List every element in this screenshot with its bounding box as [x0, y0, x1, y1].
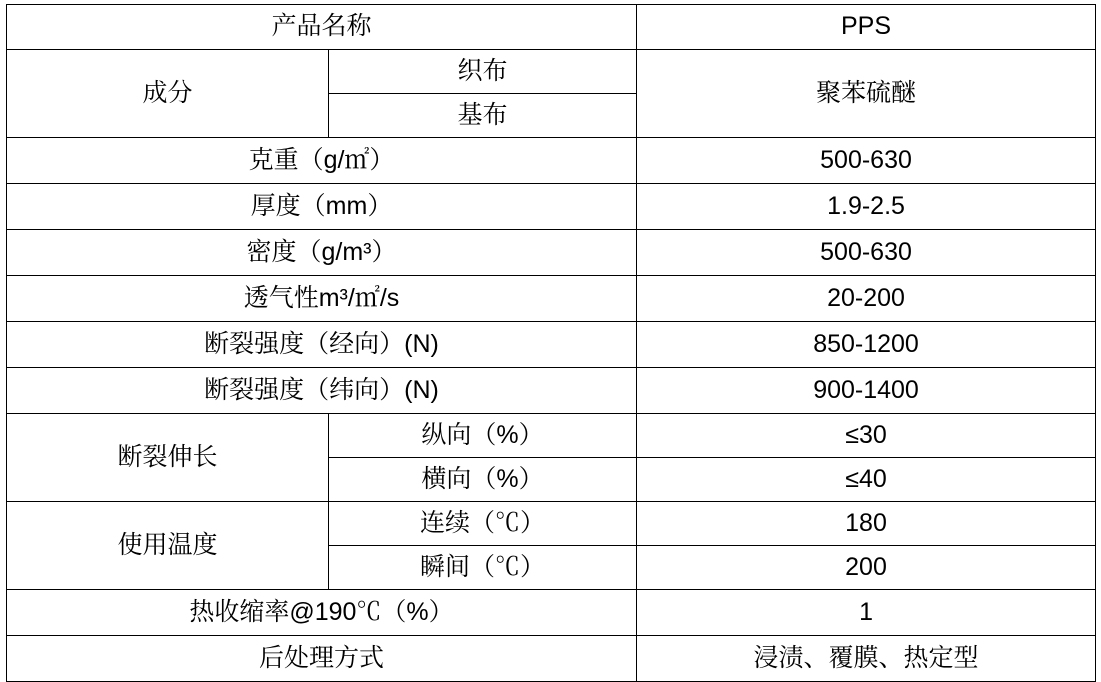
- table-row: [7, 5, 1096, 50]
- row-value-density: 500-630: [637, 230, 1096, 276]
- composition-label: 成分: [7, 50, 329, 138]
- row-value-thermal-shrinkage: 1: [637, 590, 1096, 636]
- row-label-density: 密度（g/m³）: [7, 230, 637, 276]
- temperature-value-continuous: 180: [637, 502, 1096, 546]
- composition-sub-base: 基布: [329, 94, 637, 138]
- elongation-value-md: ≤30: [637, 414, 1096, 458]
- temperature-label: 使用温度: [7, 502, 329, 590]
- product-name-label: 产品名称: [7, 5, 637, 50]
- row-label-permeability: 透气性m³/㎡/s: [7, 276, 637, 322]
- elongation-label: 断裂伸长: [7, 414, 329, 502]
- row-value-break-strength-warp: 850-1200: [637, 322, 1096, 368]
- row-label-break-strength-warp: 断裂强度（经向）(N): [7, 322, 637, 368]
- row-label-weight: 克重（g/㎡）: [7, 138, 637, 184]
- spec-sheet: [0, 4, 1101, 672]
- product-name-value: PPS: [637, 5, 1096, 50]
- row-label-post-treatment: 后处理方式: [7, 636, 637, 682]
- table-row: [7, 368, 1096, 414]
- row-label-thickness: 厚度（mm）: [7, 184, 637, 230]
- row-value-permeability: 20-200: [637, 276, 1096, 322]
- table-row: [7, 50, 1096, 94]
- row-value-break-strength-weft: 900-1400: [637, 368, 1096, 414]
- row-label-thermal-shrinkage: 热收缩率@190℃（%）: [7, 590, 637, 636]
- table-row: [7, 138, 1096, 184]
- elongation-sub-cd: 横向（%）: [329, 458, 637, 502]
- table-row: [7, 590, 1096, 636]
- row-value-post-treatment: 浸渍、覆膜、热定型: [637, 636, 1096, 682]
- row-value-thickness: 1.9-2.5: [637, 184, 1096, 230]
- table-row: [7, 322, 1096, 368]
- product-spec-table: [6, 4, 1096, 682]
- elongation-sub-md: 纵向（%）: [329, 414, 637, 458]
- row-label-break-strength-weft: 断裂强度（纬向）(N): [7, 368, 637, 414]
- row-value-weight: 500-630: [637, 138, 1096, 184]
- composition-sub-woven: 织布: [329, 50, 637, 94]
- table-row: [7, 184, 1096, 230]
- table-row: [7, 502, 1096, 546]
- table-row: [7, 276, 1096, 322]
- temperature-value-instant: 200: [637, 546, 1096, 590]
- temperature-sub-continuous: 连续（℃）: [329, 502, 637, 546]
- table-row: [7, 636, 1096, 682]
- composition-value: 聚苯硫醚: [637, 50, 1096, 138]
- elongation-value-cd: ≤40: [637, 458, 1096, 502]
- table-row: [7, 230, 1096, 276]
- table-row: [7, 414, 1096, 458]
- temperature-sub-instant: 瞬间（℃）: [329, 546, 637, 590]
